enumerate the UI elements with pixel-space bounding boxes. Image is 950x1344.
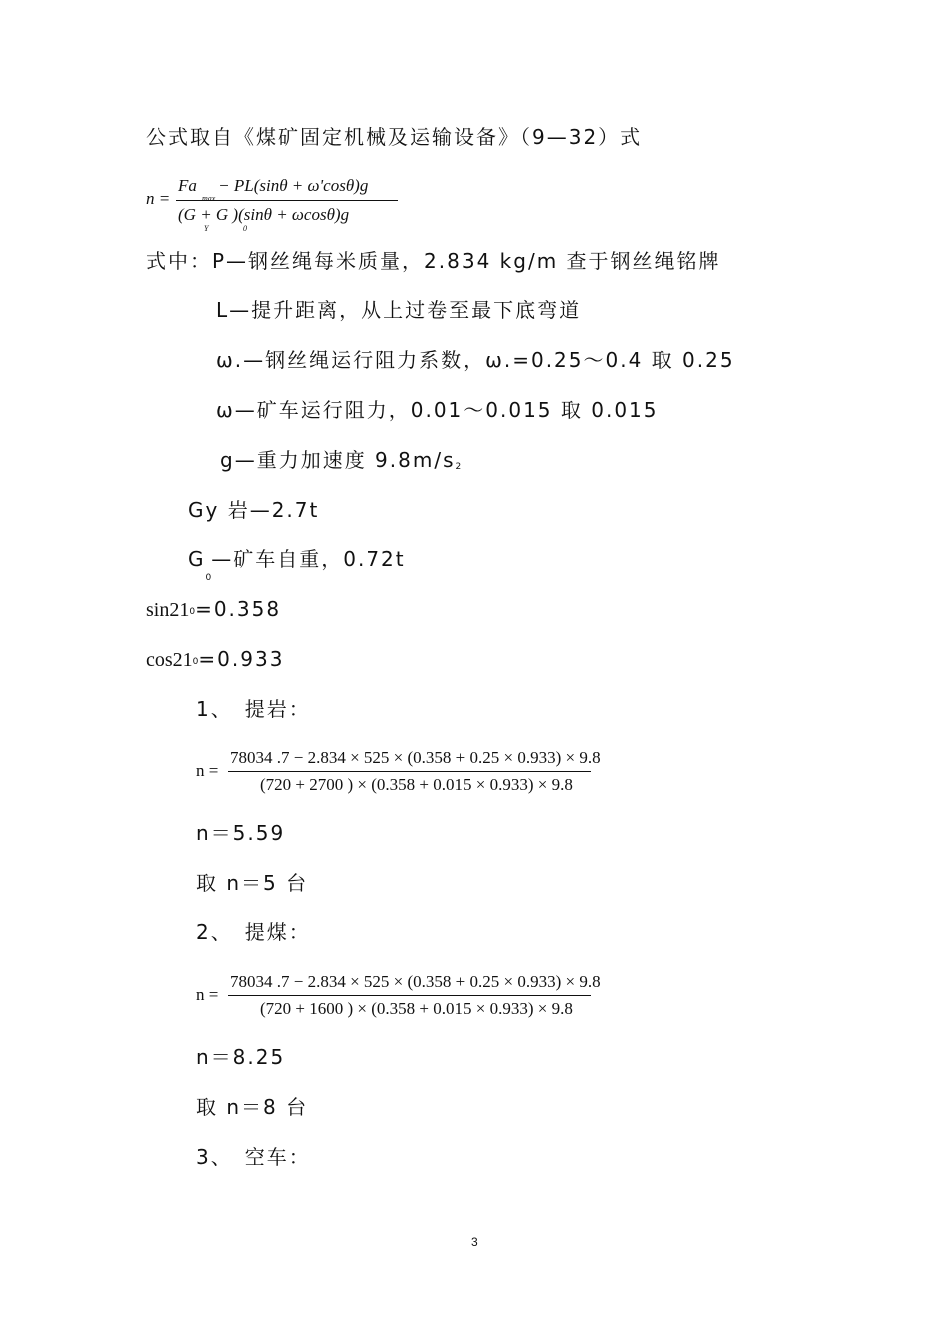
- section1-denominator: (720 + 2700 ) × (0.358 + 0.015 × 0.933) × 9.8: [260, 775, 573, 794]
- section2-take: 取 n＝8 台: [196, 1095, 309, 1119]
- formula-sub-y: Y: [204, 224, 209, 233]
- section1-heading: 1、 提岩：: [196, 697, 311, 721]
- car-weight-g: G: [188, 547, 206, 571]
- formula-numerator-rest: − PL(sinθ + ω'cosθ)g: [218, 176, 369, 195]
- gravity-text: [220, 450, 461, 472]
- formula-sub-0: 0: [243, 224, 247, 233]
- section1-numerator: 78034 .7 − 2.834 × 525 × (0.358 + 0.25 × 0.933) × 9.8: [230, 748, 601, 767]
- car-weight-text: [188, 549, 406, 583]
- cos-value: =0.933: [198, 647, 285, 671]
- section2-denominator: (720 + 1600 ) × (0.358 + 0.015 × 0.933) × 9.8: [260, 999, 573, 1018]
- formula-lhs: n =: [146, 189, 171, 208]
- sin-value: =0.358: [195, 597, 282, 621]
- section3-heading: 3、 空车：: [196, 1145, 311, 1169]
- sin-degree: 0: [189, 607, 196, 617]
- formula-sub-max: max: [202, 194, 216, 203]
- cos-label: cos21: [146, 649, 193, 671]
- section1-take: 取 n＝5 台: [196, 871, 309, 895]
- sin-text: [146, 599, 281, 620]
- section1-formula: [196, 748, 616, 798]
- gravity-exp: 2: [455, 462, 462, 472]
- section2-numerator: 78034 .7 − 2.834 × 525 × (0.358 + 0.25 × 0.933) × 9.8: [230, 972, 601, 991]
- section1-lhs: n =: [196, 761, 219, 780]
- car-weight-rest: —矿车自重，0.72t: [211, 547, 406, 571]
- car-resistance-text: ω—矿车运行阻力，0.01～0.015 取 0.015: [216, 398, 659, 422]
- section1-result: n＝5.59: [196, 821, 286, 845]
- rope-resistance-text: ω.—钢丝绳运行阻力系数，ω.=0.25～0.4 取 0.25: [216, 348, 735, 372]
- formula-denominator: (G + G )(sinθ + ωcosθ)g: [178, 205, 350, 224]
- sin-label: sin21: [146, 599, 190, 621]
- formula-bar: [176, 200, 398, 201]
- section2-heading: 2、 提煤：: [196, 920, 311, 944]
- distance-text: L—提升距离，从上过卷至最下底弯道: [216, 298, 582, 322]
- section2-bar: [228, 995, 591, 996]
- where-text: 式中：P—钢丝绳每米质量，2.834 kg/m 查于钢丝绳铭牌: [146, 249, 721, 273]
- main-formula: [146, 172, 446, 232]
- rock-weight-text: Gy 岩—2.7t: [188, 498, 320, 522]
- cos-text: [146, 649, 284, 670]
- section1-bar: [228, 771, 591, 772]
- formula-numerator: [178, 176, 368, 196]
- formula-numerator-fa: Fa: [178, 176, 197, 195]
- section2-formula: [196, 972, 616, 1022]
- section2-lhs: n =: [196, 985, 219, 1004]
- car-weight-sub: 0: [205, 573, 212, 583]
- source-text: 公式取自《煤矿固定机械及运输设备》（9—32）式: [146, 125, 643, 149]
- section2-result: n＝8.25: [196, 1045, 286, 1069]
- gravity-main: g—重力加速度 9.8m/s: [220, 448, 456, 472]
- cos-degree: 0: [192, 657, 199, 667]
- page-number: 3: [471, 1235, 478, 1249]
